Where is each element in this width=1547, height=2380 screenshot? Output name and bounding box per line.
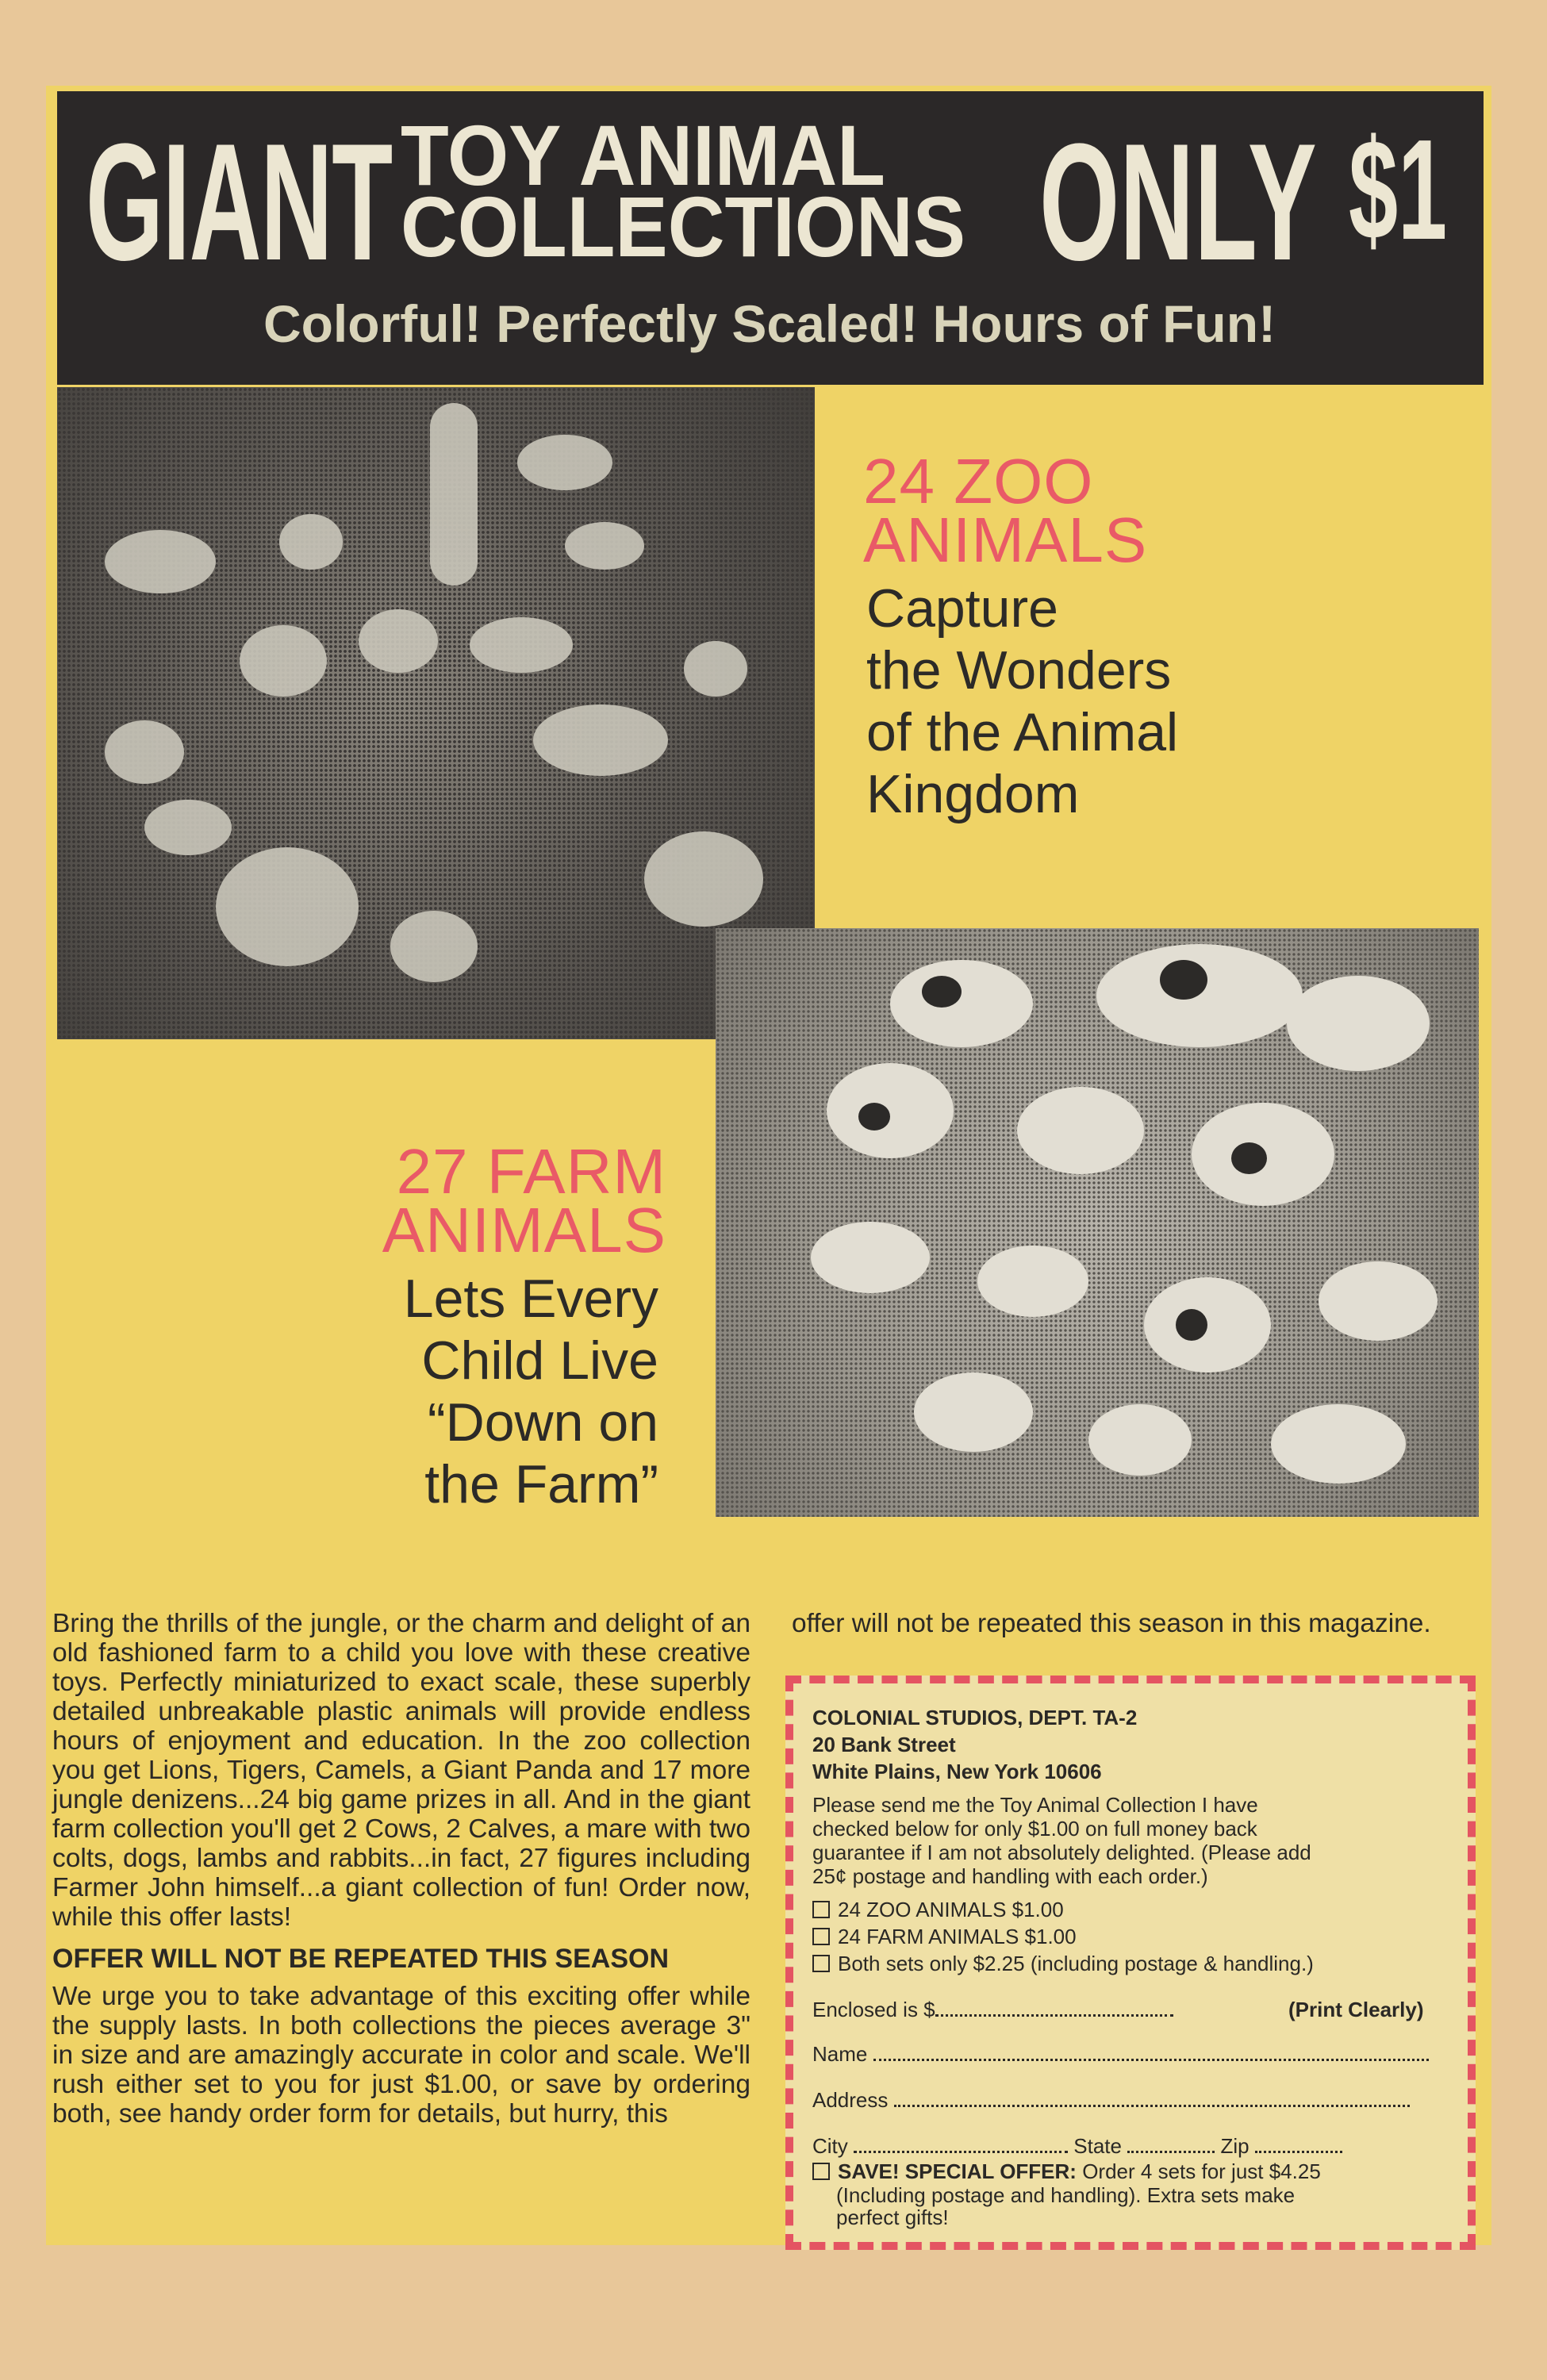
city-label: City (812, 2134, 848, 2158)
offer-warning-heading: OFFER WILL NOT BE REPEATED THIS SEASON (52, 1944, 670, 1974)
farm-animals-photo (716, 928, 1479, 1517)
option-zoo-label: 24 ZOO ANIMALS $1.00 (838, 1898, 1064, 1921)
zoo-desc-line: of the Animal (866, 702, 1179, 762)
zoo-collection-description (866, 578, 1390, 825)
zoo-title-line-2: ANIMALS (863, 505, 1148, 575)
print-clearly-note: (Print Clearly) (1288, 1998, 1424, 2021)
zoo-desc-line: the Wonders (866, 640, 1172, 701)
farm-desc-line: the Farm” (424, 1454, 658, 1514)
farm-collection-description (206, 1268, 658, 1515)
zip-blank[interactable] (1255, 2136, 1342, 2153)
zoo-title-line-1: 24 ZOO (863, 446, 1094, 516)
address-blank[interactable] (894, 2090, 1410, 2107)
enclosed-label: Enclosed is $ (812, 1998, 935, 2021)
option-zoo[interactable] (812, 1898, 1064, 1921)
farm-desc-line: Child Live (421, 1330, 658, 1391)
coupon-instructions-line: Please send me the Toy Animal Collection I have (812, 1793, 1258, 1817)
body-paragraph-2: We urge you to take advantage of this exciting offer while the supply lasts. In both collections the pieces average 3" in size and are amazingly accurate in color and scale. We'll rush either set to you for just $1.00, or save by ordering both, see handy order form for details, but hurry, this (52, 1982, 750, 2129)
headline-giant: GIANT (86, 109, 392, 295)
body-continuation: offer will not be repeated this season in this magazine. (792, 1609, 1431, 1638)
zoo-animals-photo (57, 387, 815, 1039)
zoo-collection-title (863, 446, 1148, 575)
special-offer-text: Order 4 sets for just $4.25 (1082, 2159, 1321, 2183)
address-label: Address (812, 2088, 889, 2112)
coupon-instructions-line: guarantee if I am not absolutely delighted. (Please add (812, 1841, 1311, 1864)
zip-label: Zip (1220, 2134, 1250, 2158)
coupon-instructions-line: 25¢ postage and handling with each order.) (812, 1864, 1208, 1888)
city-blank[interactable] (854, 2136, 1068, 2153)
farm-title-line-2: ANIMALS (382, 1195, 666, 1265)
farm-title-line-1: 27 FARM (396, 1136, 666, 1207)
option-farm-label: 24 FARM ANIMALS $1.00 (838, 1925, 1077, 1948)
checkbox-both[interactable] (812, 1955, 830, 1972)
coupon-street: 20 Bank Street (812, 1733, 956, 1756)
state-label: State (1073, 2134, 1122, 2158)
checkbox-special-offer[interactable] (812, 2163, 830, 2180)
body-copy-column (52, 1609, 750, 2129)
farm-collection-title (238, 1136, 666, 1265)
enclosed-blank[interactable] (935, 2000, 1173, 2017)
order-coupon[interactable] (785, 1676, 1476, 2250)
checkbox-farm[interactable] (812, 1928, 830, 1945)
state-blank[interactable] (1127, 2136, 1215, 2153)
option-both-label: Both sets only $2.25 (including postage & handling.) (838, 1952, 1314, 1975)
coupon-instructions-line: checked below for only $1.00 on full money back (812, 1817, 1257, 1841)
farm-desc-line: Lets Every (403, 1269, 658, 1329)
checkbox-zoo[interactable] (812, 1901, 830, 1918)
name-field[interactable] (812, 2042, 1429, 2066)
body-paragraph-1: Bring the thrills of the jungle, or the charm and delight of an old fashioned farm to a child you love with these creative toys. Perfectly miniaturized to exact scale, these superbly detailed unbreakable plastic animals will provide endless hours of enjoyment and education. In the zoo collection you get Lions, Tigers, Camels, a Giant Panda and 17 more jungle denizens...24 big game prizes in all. And in the giant farm collection you'll get 2 Cows, 2 Calves, a mare with two colts, dogs, lambs and rabbits...in fact, 27 figures including Farmer John himself...a giant collection of fun! Order now, while this offer lasts! (52, 1609, 750, 1932)
headline-toy-animal: TOY ANIMAL (401, 107, 885, 203)
name-label: Name (812, 2042, 868, 2066)
special-offer-bold: SAVE! SPECIAL OFFER: (838, 2159, 1077, 2183)
headline-only: ONLY (1039, 109, 1317, 295)
headline-collections: COLLECTIONS (401, 178, 966, 274)
enclosed-field[interactable] (812, 1998, 1424, 2021)
headline-tagline: Colorful! Perfectly Scaled! Hours of Fun! (263, 294, 1276, 353)
option-farm[interactable] (812, 1925, 1077, 1948)
option-both[interactable] (812, 1952, 1314, 1975)
name-blank[interactable] (873, 2044, 1429, 2061)
headline-price: $1 (1349, 110, 1448, 270)
special-offer-option[interactable] (812, 2159, 1321, 2183)
coupon-company: COLONIAL STUDIOS, DEPT. TA-2 (812, 1706, 1138, 1729)
address-field[interactable] (812, 2088, 1410, 2112)
zoo-desc-line: Capture (866, 578, 1058, 639)
farm-desc-line: “Down on (427, 1392, 658, 1453)
coupon-city-address: White Plains, New York 10606 (812, 1760, 1102, 1783)
special-offer-line: (Including postage and handling). Extra sets make (836, 2183, 1296, 2207)
zoo-desc-line: Kingdom (866, 764, 1080, 824)
city-state-zip-field[interactable] (812, 2134, 1342, 2158)
special-offer-line: perfect gifts! (836, 2205, 949, 2229)
